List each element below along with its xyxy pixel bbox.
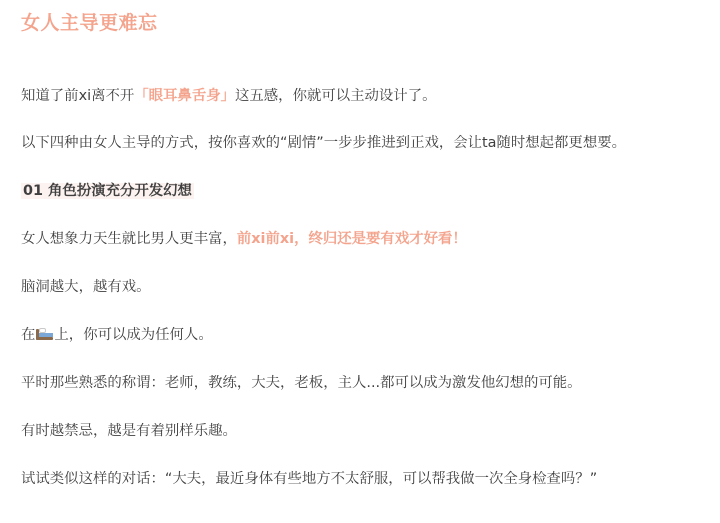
section-heading xyxy=(21,181,194,201)
paragraph-senses xyxy=(21,86,436,106)
paragraph-dialogue: 试试类似这样的对话：“大夫，最近身体有些地方不太舒服，可以帮我做一次全身检查吗？” xyxy=(21,471,598,487)
bed-icon xyxy=(36,327,53,340)
section-title: 01 角色扮演充分开发幻想 xyxy=(23,183,192,199)
paragraph-brain: 脑洞越大，越有戏。 xyxy=(21,279,151,295)
paragraph-text: 知道了前xi离不开 xyxy=(21,88,135,104)
highlight-text: 前xi前xi，终归还是要有戏才好看！ xyxy=(236,231,467,247)
page-title: 女人主导更难忘 xyxy=(21,12,158,34)
paragraph-text: 女人想象力天生就比男人更丰富， xyxy=(21,231,237,247)
paragraph-text: 在 xyxy=(21,327,36,343)
paragraph-anyone xyxy=(21,325,213,345)
paragraph-intro: 以下四种由女人主导的方式，按你喜欢的“剧情”一步步推进到正戏，会让ta随时想起都更想要。 xyxy=(21,135,626,151)
paragraph-taboo: 有时越禁忌，越是有着别样乐趣。 xyxy=(21,423,237,439)
highlight-text: 「眼耳鼻舌身」 xyxy=(134,88,235,104)
paragraph-titles: 平时那些熟悉的称谓：老师，教练，大夫，老板，主人...都可以成为激发他幻想的可能。 xyxy=(21,375,582,391)
paragraph-text: 上，你可以成为任何人。 xyxy=(54,327,213,343)
paragraph-text: 这五感，你就可以主动设计了。 xyxy=(235,88,437,104)
paragraph-imagination xyxy=(21,229,467,249)
